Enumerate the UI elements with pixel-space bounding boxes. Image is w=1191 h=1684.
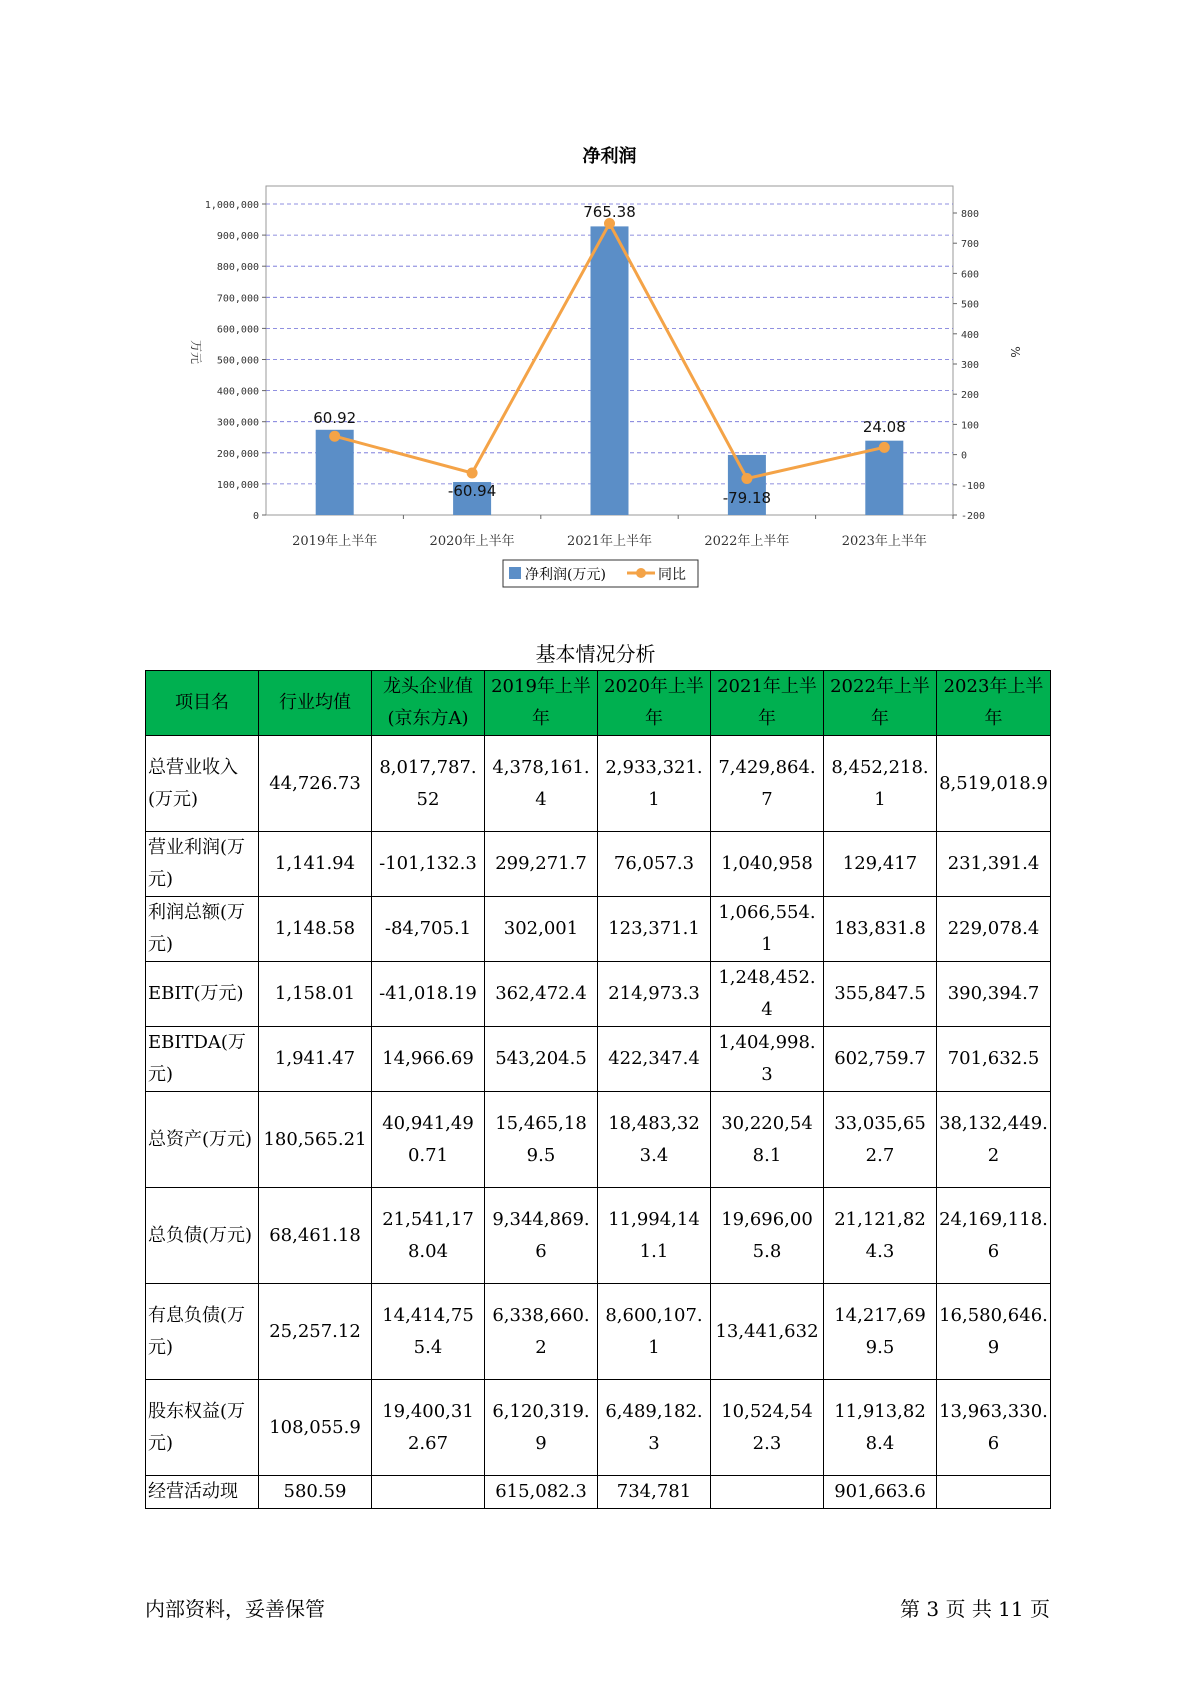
table-row	[146, 1284, 1051, 1380]
y2-tick-label: 800	[961, 209, 980, 220]
table-cell: 8,600,107.1	[598, 1284, 711, 1380]
data-label: 24.08	[862, 418, 906, 436]
table-title: 基本情况分析	[535, 642, 656, 666]
table-cell: 6,120,319.9	[485, 1380, 598, 1476]
table-cell: 602,759.7	[824, 1027, 937, 1092]
table-cell: 362,472.4	[485, 962, 598, 1027]
x-tick-label: 2021年上半年	[566, 534, 653, 549]
table-row	[146, 1092, 1051, 1188]
table-cell: 123,371.1	[598, 897, 711, 962]
table-header-row	[146, 671, 1051, 736]
y-tick-label: 200,000	[216, 448, 259, 460]
table-cell: 231,391.4	[937, 832, 1051, 897]
table-cell: 901,663.6	[824, 1476, 937, 1509]
table-cell: 1,158.01	[259, 962, 372, 1027]
table-row	[146, 1476, 1051, 1509]
row-label: 总负债(万元)	[146, 1188, 259, 1284]
yoy-point	[879, 442, 890, 453]
table-cell: 15,465,189.5	[485, 1092, 598, 1188]
table-cell: 1,040,958	[711, 832, 824, 897]
table-cell: 6,489,182.3	[598, 1380, 711, 1476]
table-cell: 229,078.4	[937, 897, 1051, 962]
table-cell: 4,378,161.4	[485, 736, 598, 832]
column-header: 2022年上半年	[824, 671, 937, 736]
row-label: EBIT(万元)	[146, 962, 259, 1027]
table-cell: 180,565.21	[259, 1092, 372, 1188]
x-tick-label: 2023年上半年	[841, 534, 927, 549]
column-header: 项目名	[146, 671, 259, 736]
table-cell: 11,913,828.4	[824, 1380, 937, 1476]
bar	[316, 430, 354, 515]
y2-tick-label: 0	[961, 450, 968, 462]
y2-tick-label: -200	[961, 511, 986, 522]
table-cell: 580.59	[259, 1476, 372, 1509]
bar	[591, 226, 629, 515]
table-cell: -101,132.3	[372, 832, 485, 897]
table-cell: 19,696,005.8	[711, 1188, 824, 1284]
yoy-point	[329, 431, 340, 442]
table-cell: 44,726.73	[259, 736, 372, 832]
data-label: -79.18	[722, 489, 772, 507]
column-header: 2021年上半年	[711, 671, 824, 736]
table-cell: 129,417	[824, 832, 937, 897]
yoy-point	[467, 468, 478, 479]
row-label: 营业利润(万元)	[146, 832, 259, 897]
table-cell: 33,035,652.7	[824, 1092, 937, 1188]
legend-bar-swatch	[509, 567, 521, 579]
table-cell: 1,248,452.4	[711, 962, 824, 1027]
data-label: -60.94	[447, 482, 497, 500]
table-cell: 2,933,321.1	[598, 736, 711, 832]
table-cell: 9,344,869.6	[485, 1188, 598, 1284]
y2-tick-label: 300	[961, 360, 980, 371]
table-cell: 76,057.3	[598, 832, 711, 897]
row-label: 经营活动现	[146, 1476, 259, 1509]
table-cell: 701,632.5	[937, 1027, 1051, 1092]
data-label: 60.92	[313, 409, 357, 427]
table-cell: 40,941,490.71	[372, 1092, 485, 1188]
table-cell: 18,483,323.4	[598, 1092, 711, 1188]
yoy-point	[741, 473, 752, 484]
table-cell: 8,519,018.9	[937, 736, 1051, 832]
y-tick-label: 600,000	[216, 324, 259, 336]
footer-confidential: 内部资料，妥善保管	[145, 1597, 325, 1621]
table-cell	[937, 1476, 1051, 1509]
table-row	[146, 1188, 1051, 1284]
basic-analysis-table	[145, 670, 1051, 1509]
table-cell: 13,441,632	[711, 1284, 824, 1380]
table-cell: 14,217,699.5	[824, 1284, 937, 1380]
legend-line-label: 同比	[658, 567, 686, 583]
table-cell: 1,404,998.3	[711, 1027, 824, 1092]
row-label: 利润总额(万元)	[146, 897, 259, 962]
y-tick-label: 0	[252, 511, 259, 522]
table-cell: 13,963,330.6	[937, 1380, 1051, 1476]
y2-tick-label: 600	[961, 269, 980, 281]
table-cell: 68,461.18	[259, 1188, 372, 1284]
table-row	[146, 962, 1051, 1027]
table-cell: 390,394.7	[937, 962, 1051, 1027]
table-cell: -84,705.1	[372, 897, 485, 962]
table-cell: 615,082.3	[485, 1476, 598, 1509]
y-tick-label: 700,000	[216, 293, 259, 305]
table-row	[146, 897, 1051, 962]
y2-tick-label: 500	[961, 299, 980, 311]
table-cell: 6,338,660.2	[485, 1284, 598, 1380]
y-tick-label: 100,000	[216, 479, 259, 491]
table-cell: 8,017,787.52	[372, 736, 485, 832]
footer-page-number: 第 3 页 共 11 页	[900, 1597, 1050, 1621]
table-cell: 10,524,542.3	[711, 1380, 824, 1476]
table-cell: 734,781	[598, 1476, 711, 1509]
table-cell: 422,347.4	[598, 1027, 711, 1092]
column-header: 2023年上半年	[937, 671, 1051, 736]
x-tick-label: 2022年上半年	[704, 534, 790, 549]
y-tick-label: 800,000	[216, 262, 259, 274]
row-label: 有息负债(万元)	[146, 1284, 259, 1380]
y2-tick-label: 700	[961, 239, 980, 251]
table-cell: 108,055.9	[259, 1380, 372, 1476]
table-cell	[711, 1476, 824, 1509]
legend-bar-label: 净利润(万元)	[525, 567, 606, 583]
table-cell: 1,141.94	[259, 832, 372, 897]
x-tick-label: 2019年上半年	[292, 534, 378, 549]
table-cell: 14,966.69	[372, 1027, 485, 1092]
net-profit-chart	[0, 0, 1191, 600]
legend-line-marker	[636, 568, 646, 578]
table-cell: 14,414,755.4	[372, 1284, 485, 1380]
table-cell: 183,831.8	[824, 897, 937, 962]
table-cell: 1,148.58	[259, 897, 372, 962]
y2-tick-label: 200	[961, 390, 980, 402]
table-cell: 302,001	[485, 897, 598, 962]
table-row	[146, 1027, 1051, 1092]
table-cell: 7,429,864.7	[711, 736, 824, 832]
y-tick-label: 500,000	[216, 355, 259, 367]
table-cell: -41,018.19	[372, 962, 485, 1027]
column-header: 2020年上半年	[598, 671, 711, 736]
table-cell: 8,452,218.1	[824, 736, 937, 832]
y2-tick-label: 100	[961, 420, 980, 432]
table-cell: 11,994,141.1	[598, 1188, 711, 1284]
data-label: 765.38	[583, 203, 636, 221]
table-cell: 355,847.5	[824, 962, 937, 1027]
table-cell: 30,220,548.1	[711, 1092, 824, 1188]
table-cell: 21,121,824.3	[824, 1188, 937, 1284]
row-label: 股东权益(万元)	[146, 1380, 259, 1476]
y2-tick-label: 400	[961, 329, 980, 341]
column-header: 龙头企业值(京东方A)	[372, 671, 485, 736]
y-tick-label: 300,000	[216, 417, 259, 429]
x-tick-label: 2020年上半年	[429, 534, 515, 549]
y-tick-label: 1,000,000	[204, 200, 259, 211]
column-header: 行业均值	[259, 671, 372, 736]
table-cell: 24,169,118.6	[937, 1188, 1051, 1284]
table-cell: 38,132,449.2	[937, 1092, 1051, 1188]
table-cell: 299,271.7	[485, 832, 598, 897]
y-axis-label: 万元	[189, 339, 203, 365]
y2-axis-label: %	[1008, 346, 1022, 358]
table-cell: 21,541,178.04	[372, 1188, 485, 1284]
y-tick-label: 400,000	[216, 386, 259, 398]
y2-tick-label: -100	[961, 480, 986, 492]
table-cell: 16,580,646.9	[937, 1284, 1051, 1380]
table-cell: 1,941.47	[259, 1027, 372, 1092]
row-label: EBITDA(万元)	[146, 1027, 259, 1092]
y-tick-label: 900,000	[216, 231, 259, 243]
row-label: 总营业收入(万元)	[146, 736, 259, 832]
table-cell: 214,973.3	[598, 962, 711, 1027]
table-cell	[372, 1476, 485, 1509]
chart-title: 净利润	[582, 146, 637, 167]
table-cell: 1,066,554.1	[711, 897, 824, 962]
table-cell: 19,400,312.67	[372, 1380, 485, 1476]
table-cell: 25,257.12	[259, 1284, 372, 1380]
column-header: 2019年上半年	[485, 671, 598, 736]
table-row	[146, 736, 1051, 832]
row-label: 总资产(万元)	[146, 1092, 259, 1188]
table-cell: 543,204.5	[485, 1027, 598, 1092]
table-row	[146, 1380, 1051, 1476]
table-row	[146, 832, 1051, 897]
